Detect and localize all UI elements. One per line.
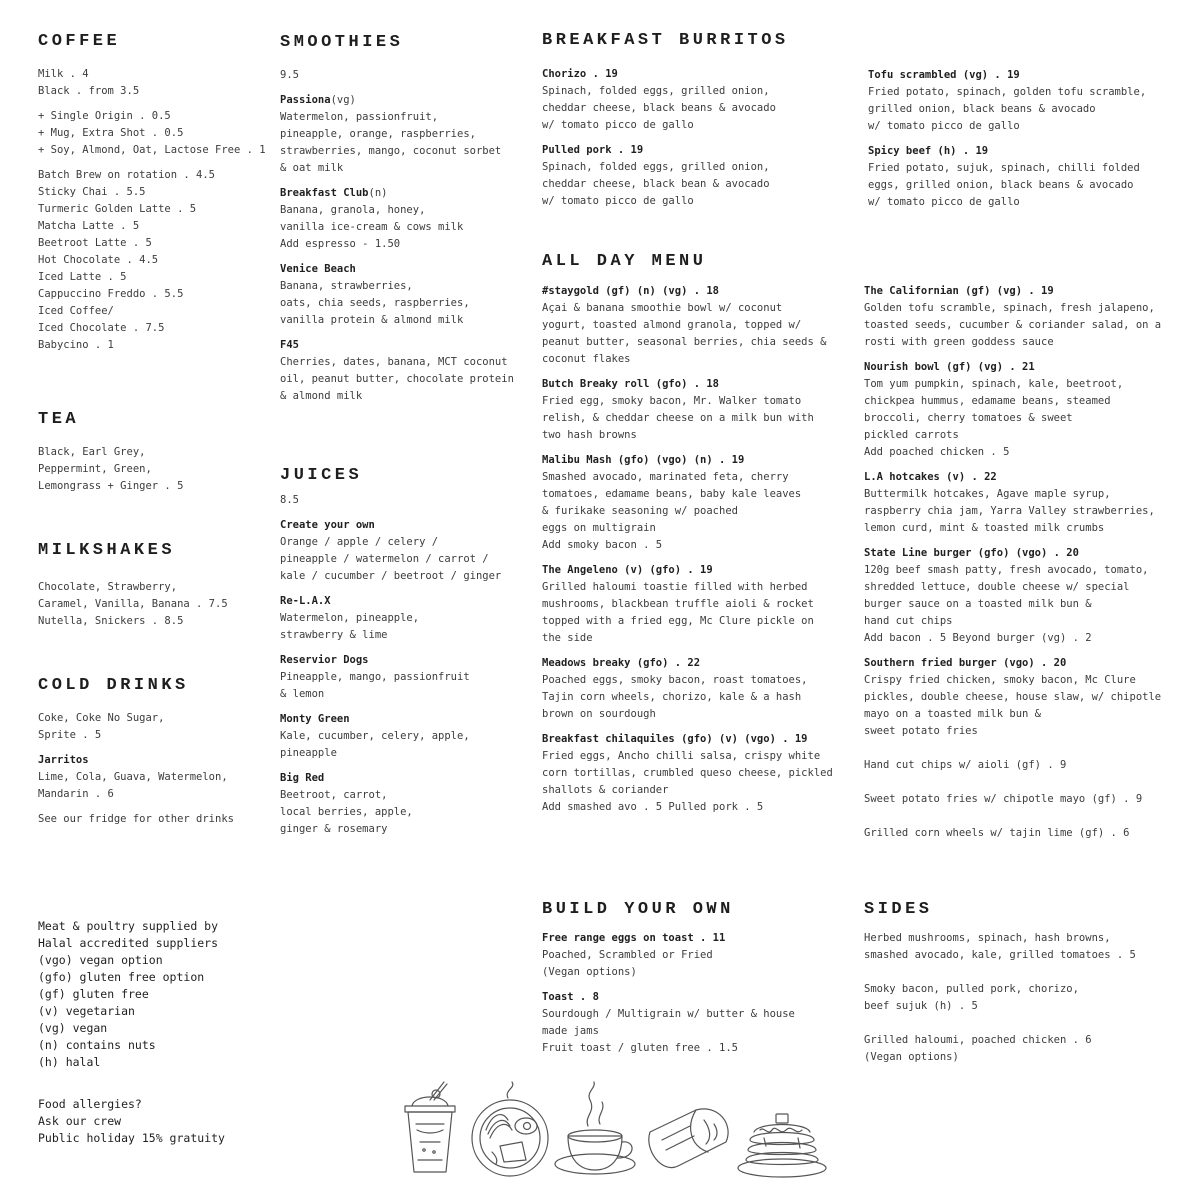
item-title: State Line burger (gfo) (vgo) . 20 xyxy=(864,547,1079,559)
menu-line: Fried potato, sujuk, spinach, chilli folded xyxy=(868,162,1140,174)
smoothie-cup-icon xyxy=(405,1082,455,1172)
menu-line: hand cut chips xyxy=(864,615,953,627)
menu-line: eggs on multigrain xyxy=(542,522,656,534)
menu-line: Mandarin . 6 xyxy=(38,788,114,800)
item-title: L.A hotcakes (v) . 22 xyxy=(864,471,997,483)
menu-line: oil, peanut butter, chocolate protein xyxy=(280,373,514,385)
diet-tag: (n) xyxy=(368,187,388,199)
menu-line: w/ tomato picco de gallo xyxy=(542,119,694,131)
menu-line: Fried potato, spinach, golden tofu scramble, xyxy=(868,86,1147,98)
menu-line: Banana, strawberries, xyxy=(280,280,413,292)
menu-line: w/ tomato picco de gallo xyxy=(868,196,1020,208)
item-title: Create your own xyxy=(280,519,375,531)
build-heading: BUILD YOUR OWN xyxy=(542,900,734,919)
menu-line: smashed avocado, kale, grilled tomatoes . 5 xyxy=(864,949,1136,961)
item-title xyxy=(280,185,514,202)
menu-line: Milk . 4 xyxy=(38,68,89,80)
menu-line: Iced Coffee/ xyxy=(38,305,114,317)
menu-line: rosti with green goddess sauce xyxy=(864,336,1054,348)
menu-line: (Vegan options) xyxy=(542,966,637,978)
menu-line: Chocolate, Strawberry, xyxy=(38,581,178,593)
item-name: Breakfast Club xyxy=(280,187,369,199)
menu-line: Pineapple, mango, passionfruit xyxy=(280,671,470,683)
menu-line: pickles, double cheese, house slaw, w/ chipotle xyxy=(864,691,1162,703)
item-title: Breakfast chilaquiles (gfo) (v) (vgo) . 19 xyxy=(542,733,808,745)
menu-line: w/ tomato picco de gallo xyxy=(542,195,694,207)
smoothies-heading: SMOOTHIES xyxy=(280,33,404,52)
menu-line: Iced Chocolate . 7.5 xyxy=(38,322,165,334)
build-section xyxy=(542,900,795,1057)
menu-line: vanilla ice-cream & cows milk xyxy=(280,221,464,233)
item-title: The Californian (gf) (vg) . 19 xyxy=(864,285,1054,297)
menu-line: cheddar cheese, black bean & avocado xyxy=(542,178,770,190)
milkshakes-section xyxy=(38,541,228,630)
legend-line: Meat & poultry supplied by xyxy=(38,919,219,933)
menu-line: Turmeric Golden Latte . 5 xyxy=(38,203,197,215)
burritos-right xyxy=(868,67,1146,211)
item-title: Big Red xyxy=(280,772,325,784)
menu-line: Watermelon, passionfruit, xyxy=(280,111,439,123)
menu-line: & oat milk xyxy=(280,162,344,174)
menu-line: Beetroot Latte . 5 xyxy=(38,237,152,249)
menu-line: Lime, Cola, Guava, Watermelon, xyxy=(38,771,228,783)
legend-line: (vgo) vegan option xyxy=(38,953,163,967)
menu-line: Fruit toast / gluten free . 1.5 xyxy=(542,1042,738,1054)
item-name: Passiona xyxy=(280,94,331,106)
menu-line: burger sauce on a toasted milk bun & xyxy=(864,598,1092,610)
menu-line: ginger & rosemary xyxy=(280,823,388,835)
menu-line: Fried egg, smoky bacon, Mr. Walker tomato xyxy=(542,395,802,407)
menu-line: & lemon xyxy=(280,688,325,700)
item-title: Spicy beef (h) . 19 xyxy=(868,145,989,157)
menu-line: grilled onion, black beans & avocado xyxy=(868,103,1096,115)
menu-line: Tajin corn wheels, chorizo, kale & a hash xyxy=(542,691,802,703)
burritos-heading: BREAKFAST BURRITOS xyxy=(542,31,789,50)
all-day-heading-wrap xyxy=(542,252,706,272)
menu-line: Beetroot, carrot, xyxy=(280,789,388,801)
menu-line: toasted seeds, cucumber & coriander salad, on a xyxy=(864,319,1162,331)
menu-line: Grilled haloumi toastie filled with herbed xyxy=(542,581,808,593)
menu-line: Add espresso - 1.50 xyxy=(280,238,401,250)
menu-line: Nutella, Snickers . 8.5 xyxy=(38,615,184,627)
coffee-heading: COFFEE xyxy=(38,32,121,51)
menu-line: lemon curd, mint & toasted milk crumbs xyxy=(864,522,1105,534)
tea-section xyxy=(38,410,183,495)
menu-line: Banana, granola, honey, xyxy=(280,204,426,216)
legend-line: (n) contains nuts xyxy=(38,1038,156,1052)
juices-heading: JUICES xyxy=(280,466,363,485)
legend-line: (gfo) gluten free option xyxy=(38,970,205,984)
menu-line: Coke, Coke No Sugar, xyxy=(38,712,165,724)
menu-line: pineapple xyxy=(280,747,337,759)
menu-line: Herbed mushrooms, spinach, hash browns, xyxy=(864,932,1111,944)
item-title: Jarritos xyxy=(38,754,89,766)
menu-line: + Soy, Almond, Oat, Lactose Free . 1 xyxy=(38,144,266,156)
item-title: Tofu scrambled (vg) . 19 xyxy=(868,69,1020,81)
menu-line: Cappuccino Freddo . 5.5 xyxy=(38,288,184,300)
item-title: Butch Breaky roll (gfo) . 18 xyxy=(542,378,720,390)
menu-line: Spinach, folded eggs, grilled onion, xyxy=(542,161,770,173)
menu-line: Smashed avocado, marinated feta, cherry xyxy=(542,471,789,483)
cold-drinks-section xyxy=(38,676,234,828)
extra-item: Hand cut chips w/ aioli (gf) . 9 xyxy=(864,759,1067,771)
item-title: Reservior Dogs xyxy=(280,654,369,666)
menu-line: w/ tomato picco de gallo xyxy=(868,120,1020,132)
menu-line: topped with a fried egg, Mc Clure pickle on xyxy=(542,615,814,627)
menu-line: Fried eggs, Ancho chilli salsa, crispy white xyxy=(542,750,821,762)
coffee-cup-icon xyxy=(555,1082,635,1174)
menu-line: Hot Chocolate . 4.5 xyxy=(38,254,159,266)
fridge-note: See our fridge for other drinks xyxy=(38,813,234,825)
menu-line: Sticky Chai . 5.5 xyxy=(38,186,146,198)
menu-line: Cherries, dates, banana, MCT coconut xyxy=(280,356,508,368)
extra-item: Sweet potato fries w/ chipotle mayo (gf) . 9 xyxy=(864,793,1143,805)
menu-line: vanilla protein & almond milk xyxy=(280,314,464,326)
menu-line: shredded lettuce, double cheese w/ special xyxy=(864,581,1130,593)
menu-line: shallots & coriander xyxy=(542,784,669,796)
menu-line: tomatoes, edamame beans, baby kale leaves xyxy=(542,488,802,500)
item-title: #staygold (gf) (n) (vg) . 18 xyxy=(542,285,720,297)
menu-line: oats, chia seeds, raspberries, xyxy=(280,297,470,309)
pancakes-icon xyxy=(738,1114,826,1177)
menu-line: Sourdough / Multigrain w/ butter & house xyxy=(542,1008,795,1020)
menu-line: Iced Latte . 5 xyxy=(38,271,127,283)
menu-line: Babycino . 1 xyxy=(38,339,114,351)
section-price: 8.5 xyxy=(280,494,299,506)
menu-line: Add smoky bacon . 5 xyxy=(542,539,663,551)
menu-line: Grilled haloumi, poached chicken . 6 xyxy=(864,1034,1092,1046)
menu-line: Kale, cucumber, celery, apple, xyxy=(280,730,470,742)
menu-line: mayo on a toasted milk bun & xyxy=(864,708,1042,720)
menu-line: pineapple, orange, raspberries, xyxy=(280,128,476,140)
extra-item: Grilled corn wheels w/ tajin lime (gf) . 6 xyxy=(864,827,1130,839)
burritos-heading-wrap xyxy=(542,31,789,51)
menu-line: sweet potato fries xyxy=(864,725,978,737)
burrito-icon xyxy=(649,1109,728,1168)
food-illustrations xyxy=(400,1080,830,1185)
all-day-left xyxy=(542,283,833,816)
diet-tag: (vg) xyxy=(330,94,356,106)
menu-line: chickpea hummus, edamame beans, steamed xyxy=(864,395,1111,407)
menu-line: Add bacon . 5 Beyond burger (vg) . 2 xyxy=(864,632,1092,644)
item-title: The Angeleno (v) (gfo) . 19 xyxy=(542,564,713,576)
allergy-line: Ask our crew xyxy=(38,1114,122,1128)
item-title: Malibu Mash (gfo) (vgo) (n) . 19 xyxy=(542,454,745,466)
menu-line: raspberry chia jam, Yarra Valley strawberries, xyxy=(864,505,1155,517)
legend-line: (vg) vegan xyxy=(38,1021,108,1035)
item-title: F45 xyxy=(280,339,299,351)
menu-line: Açai & banana smoothie bowl w/ coconut xyxy=(542,302,783,314)
menu-line: Smoky bacon, pulled pork, chorizo, xyxy=(864,983,1079,995)
menu-line: & almond milk xyxy=(280,390,363,402)
legend-line: Halal accredited suppliers xyxy=(38,936,219,950)
menu-line: pickled carrots xyxy=(864,429,959,441)
menu-line: strawberries, mango, coconut sorbet xyxy=(280,145,502,157)
breakfast-plate-icon xyxy=(472,1082,548,1176)
item-title: Meadows breaky (gfo) . 22 xyxy=(542,657,701,669)
menu-line: + Mug, Extra Shot . 0.5 xyxy=(38,127,184,139)
menu-line: Golden tofu scramble, spinach, fresh jalapeno, xyxy=(864,302,1155,314)
menu-line: the side xyxy=(542,632,593,644)
menu-line: Add smashed avo . 5 Pulled pork . 5 xyxy=(542,801,764,813)
menu-line: & furikake seasoning w/ poached xyxy=(542,505,738,517)
item-title: Toast . 8 xyxy=(542,991,599,1003)
menu-line: Poached eggs, smoky bacon, roast tomatoes, xyxy=(542,674,808,686)
menu-line: broccoli, cherry tomatoes & sweet xyxy=(864,412,1073,424)
menu-line: Black, Earl Grey, xyxy=(38,446,146,458)
coffee-section xyxy=(38,32,266,354)
menu-line: Spinach, folded eggs, grilled onion, xyxy=(542,85,770,97)
menu-line: cheddar cheese, black beans & avocado xyxy=(542,102,776,114)
item-title: Pulled pork . 19 xyxy=(542,144,644,156)
menu-line: brown on sourdough xyxy=(542,708,656,720)
section-price: 9.5 xyxy=(280,69,299,81)
menu-line: (Vegan options) xyxy=(864,1051,959,1063)
menu-line: kale / cucumber / beetroot / ginger xyxy=(280,570,502,582)
menu-line: coconut flakes xyxy=(542,353,631,365)
item-title: Nourish bowl (gf) (vg) . 21 xyxy=(864,361,1035,373)
item-title: Venice Beach xyxy=(280,263,356,275)
menu-line: + Single Origin . 0.5 xyxy=(38,110,171,122)
all-day-heading: ALL DAY MENU xyxy=(542,252,707,271)
allergy-line: Public holiday 15% gratuity xyxy=(38,1131,225,1145)
menu-line: local berries, apple, xyxy=(280,806,413,818)
menu-line: Sprite . 5 xyxy=(38,729,102,741)
milkshakes-heading: MILKSHAKES xyxy=(38,541,176,560)
menu-line: Batch Brew on rotation . 4.5 xyxy=(38,169,216,181)
menu-line: two hash browns xyxy=(542,429,637,441)
menu-line: mushrooms, blackbean truffle aioli & rocket xyxy=(542,598,814,610)
item-title: Free range eggs on toast . 11 xyxy=(542,932,726,944)
sides-section xyxy=(864,900,1136,1066)
cold-drinks-heading: COLD DRINKS xyxy=(38,676,189,695)
menu-line: Matcha Latte . 5 xyxy=(38,220,140,232)
menu-line: made jams xyxy=(542,1025,599,1037)
burritos-left xyxy=(542,66,776,210)
menu-line: Add poached chicken . 5 xyxy=(864,446,1010,458)
legend-line: (h) halal xyxy=(38,1055,101,1069)
menu-line: 120g beef smash patty, fresh avocado, tomato, xyxy=(864,564,1149,576)
menu-line: Poached, Scrambled or Fried xyxy=(542,949,713,961)
item-title: Re-L.A.X xyxy=(280,595,331,607)
menu-line: Orange / apple / celery / xyxy=(280,536,439,548)
juices-section xyxy=(280,466,501,838)
all-day-right xyxy=(864,283,1161,842)
sides-heading: SIDES xyxy=(864,900,933,919)
tea-heading: TEA xyxy=(38,410,80,429)
menu-line: yogurt, toasted almond granola, topped w/ xyxy=(542,319,802,331)
menu-line: peanut butter, seasonal berries, chia seeds & xyxy=(542,336,827,348)
menu-line: eggs, grilled onion, black beans & avocado xyxy=(868,179,1134,191)
item-title: Monty Green xyxy=(280,713,350,725)
smoothies-section xyxy=(280,33,514,405)
menu-line: Tom yum pumpkin, spinach, kale, beetroot, xyxy=(864,378,1124,390)
menu-line: Crispy fried chicken, smoky bacon, Mc Clure xyxy=(864,674,1136,686)
menu-line: Lemongrass + Ginger . 5 xyxy=(38,480,184,492)
item-title xyxy=(280,92,514,109)
menu-line: Peppermint, Green, xyxy=(38,463,152,475)
item-title: Chorizo . 19 xyxy=(542,68,618,80)
legend-section xyxy=(38,918,225,1147)
menu-line: Watermelon, pineapple, xyxy=(280,612,420,624)
menu-line: corn tortillas, crumbled queso cheese, pickled xyxy=(542,767,833,779)
allergy-line: Food allergies? xyxy=(38,1097,142,1111)
menu-line: pineapple / watermelon / carrot / xyxy=(280,553,489,565)
legend-line: (gf) gluten free xyxy=(38,987,149,1001)
menu-line: Caramel, Vanilla, Banana . 7.5 xyxy=(38,598,228,610)
menu-line: relish, & cheddar cheese on a milk bun with xyxy=(542,412,814,424)
menu-line: Buttermilk hotcakes, Agave maple syrup, xyxy=(864,488,1111,500)
menu-line: beef sujuk (h) . 5 xyxy=(864,1000,978,1012)
menu-line: Black . from 3.5 xyxy=(38,85,140,97)
item-title: Southern fried burger (vgo) . 20 xyxy=(864,657,1067,669)
menu-line: strawberry & lime xyxy=(280,629,388,641)
legend-line: (v) vegetarian xyxy=(38,1004,135,1018)
